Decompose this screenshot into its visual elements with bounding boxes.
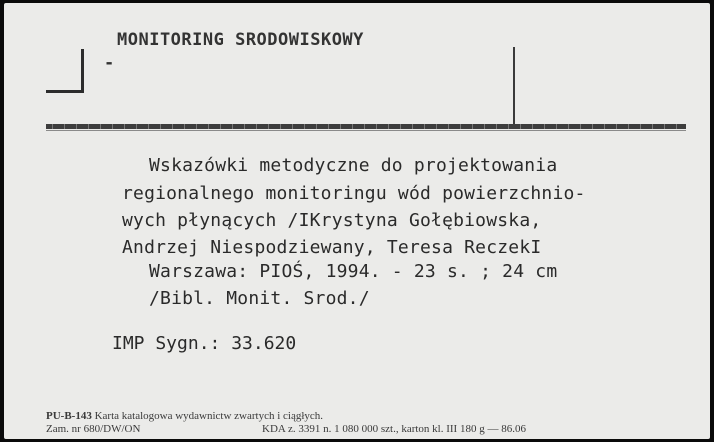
footer-order: Zam. nr 680/DW/ON: [46, 423, 141, 435]
form-title: Karta katalogowa wydawnictw zwartych i ciągłych.: [94, 410, 324, 422]
footer-form-line: [46, 410, 323, 422]
corner-mark-horizontal: [46, 90, 84, 93]
printed-rule: [46, 124, 686, 129]
entry-line-4: Andrzej Niespodziewany, Teresa ReczekI: [122, 237, 542, 258]
footer-print-info: KDA z. 3391 n. 1 080 000 szt., karton kl. III 180 g — 86.06: [262, 423, 526, 435]
entry-line-3: wych płynących /IKrystyna Gołębiowska,: [122, 210, 542, 231]
entry-line-1: Wskazówki metodyczne do projektowania: [149, 155, 558, 176]
subject-heading: MONITORING SRODOWISKOWY: [117, 30, 364, 50]
entry-line-6: /Bibl. Monit. Srod./: [149, 288, 370, 309]
subject-heading-dash: -: [104, 53, 115, 73]
entry-line-5: Warszawa: PIOŚ, 1994. - 23 s. ; 24 cm: [149, 261, 558, 282]
catalog-card: [4, 3, 710, 439]
call-number: IMP Sygn.: 33.620: [112, 333, 297, 354]
entry-line-2: regionalnego monitoringu wód powierzchnio-: [122, 183, 586, 204]
printed-rule-shadow: [46, 130, 686, 131]
heading-divider: [513, 47, 515, 125]
corner-mark-vertical: [81, 49, 84, 93]
form-code: PU-B-143: [46, 410, 92, 422]
